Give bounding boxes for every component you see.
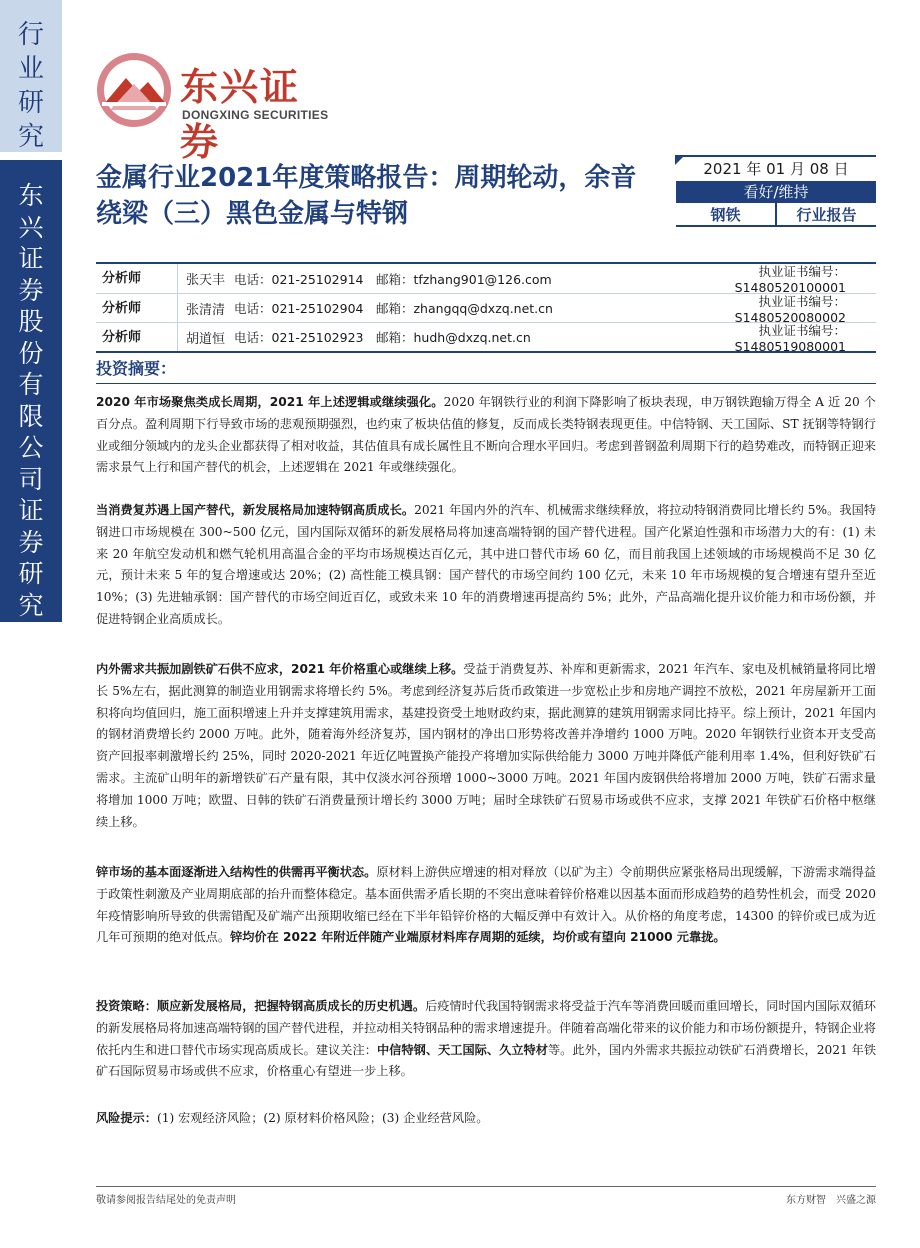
summary-paragraph-5 <box>96 996 876 1083</box>
summary-paragraph-3 <box>96 659 876 833</box>
page-footer <box>96 1186 876 1206</box>
report-tags <box>676 203 876 227</box>
report-type-tag: 行业报告 <box>775 203 876 225</box>
risk-text: (1) 宏观经济风险；(2) 原材料价格风险；(3) 企业经营风险。 <box>156 1111 489 1125</box>
paragraph-lead: 锌市场的基本面逐渐进入结构性的供需再平衡状态。 <box>96 865 377 879</box>
logo-mark-icon <box>96 52 172 128</box>
analyst-name: 胡道恒 <box>186 331 226 347</box>
paragraph-body: 原材料上游供应增速的相对释放（以矿为主）令前期供应紧张格局出现缓解，下游需求端得益于政策性刺激及产业周期底部的抬升而整体稳定。基本面供需矛盾长期的不突出意味着锌价格难以因基本面而形成趋势的趋势性机会，而受 2020 年疫情影响所导致的供需错配及矿端产出预期收缩已经在下半年铅锌价格的大幅反弹中有效计入。从价格的角度考虑，14300 的锌价或已成为近几年可预期的绝对低点。 <box>96 865 876 945</box>
recommended-stocks: 中信特钢、天工国际、久立特材 <box>376 1042 548 1057</box>
analyst-phone: 电话：021-25102914 <box>234 271 364 287</box>
sidebar-company-label: 东兴证券股份有限公司证券研究报告 <box>18 181 44 683</box>
sidebar-category-label: 行业研究 <box>17 20 44 152</box>
summary-paragraph-1 <box>96 392 876 479</box>
analyst-email[interactable]: 邮箱：zhangqq@dxzq.net.cn <box>376 301 553 316</box>
paragraph-body-tail: 等。此外，国内外需求共振拉动铁矿石消费增长，2021 年铁矿石国际贸易市场或供不应求，价格重心有望进一步上移。 <box>96 1042 877 1079</box>
sidebar-top-band <box>0 0 62 152</box>
analyst-role: 分析师 <box>96 294 178 322</box>
report-rating: 看好/维持 <box>676 181 876 203</box>
analyst-name: 张清清 <box>186 302 226 318</box>
paragraph-body: 2020 年钢铁行业的利润下降影响了板块表现，申万钢铁跑输万得全 A 近 20 个百分点。盈利周期下行导致市场的悲观预期强烈，也约束了板块估值的修复，反而成长类特钢表现更佳。中信特钢、天工国际、ST 抚钢等特钢行业或细分领域内的龙头企业都获得了相对收益，其估值具有成长属性且不断向合理水平回归。考虑到普钢盈利周期下行的趋势难改，而特钢正迎来需求景气上行和国产替代的机会，上述逻辑在 2021 年或继续强化。 <box>96 395 876 475</box>
paragraph-conclusion: 锌均价在 2022 年附近伴随产业端原材料库存周期的延续，均价或有望向 21000 元靠拢。 <box>230 930 726 945</box>
paragraph-body: 2021 年国内外的汽车、机械需求继续释放，将拉动特钢消费同比增长约 5%。我国特钢进口市场规模在 300~500 亿元，国内国际双循环的新发展格局将加速高端特钢的国产替代进程。国产化紧迫性强和市场潜力大的有：(1) 未来 20 年航空发动机和燃气轮机用高温合金的平均市场规模达百亿元，其中进口替代市场 60 亿，而目前我国上述领域的市场规模尚不足 30 亿元，预计未来 5 年的复合增速或达 20%；(2) 高性能工模具钢：国产替代的市场空间约 100 亿元，未来 10 年市场规模的复合增速有望升至近 10%；(3) 先进轴承钢：国产替代的市场空间近百亿，或致未来 10 年的消费增速再提高约 5%；此外，产品高端化提升议价能力和市场份额，并促进特钢企业高质成长。 <box>96 503 877 626</box>
report-date: 2021 年 01 月 08 日 <box>676 155 876 181</box>
logo-english-name: DONGXING SECURITIES <box>182 108 329 122</box>
sidebar-bottom-band <box>0 160 62 683</box>
summary-paragraph-2 <box>96 500 876 631</box>
analyst-phone: 电话：021-25102923 <box>234 330 364 345</box>
paragraph-lead: 当消费复苏遇上国产替代，新发展格局加速特钢高质成长。 <box>96 503 415 517</box>
analyst-cert: 执业证书编号：S1480520080002 <box>734 293 846 325</box>
report-title: 金属行业2021年度策略报告：周期轮动，余音绕梁（三）黑色金属与特钢 <box>96 163 637 229</box>
analyst-cert: 执业证书编号：S1480520100001 <box>734 264 846 295</box>
analyst-table <box>96 262 876 353</box>
logo-chinese-name: 东兴证券 <box>180 65 301 164</box>
analyst-role: 分析师 <box>96 264 178 293</box>
analyst-row <box>96 293 876 325</box>
company-slogan: 东方财智 兴盛之源 <box>786 1195 876 1206</box>
risk-warning <box>96 1108 876 1130</box>
paragraph-body: 受益于消费复苏、补库和更新需求，2021 年汽车、家电及机械销量将同比增长 5%左右，据此测算的制造业用钢需求将增长约 5%。考虑到经济复苏后货币政策进一步宽松止步和房地产调控不放松，2021 年房屋新开工面积将向均值回归，施工面积增速上升并支撑建筑用需求，基建投资受土地财政约束，据此测算的建筑用钢需求同比持平。综上预计，2021 年国内的钢材消费增长约 2000 万吨。此外，随着海外经济复苏，国内钢材的净出口形势将改善并净增约 1000 万吨。2020 年钢铁行业资本开支受高资产回报率刺激增长约 25%，同时 2020-2021 年近亿吨置换产能投产将增加实际供给能力 3000 万吨并降低产能利用率 1.4%，但利好铁矿石需求。主流矿山明年的新增铁矿石产量有限，其中仅淡水河谷预增 1000~3000 万吨。2021 年国内废钢供给将增加 2000 万吨，铁矿石需求量将增加 1000 万吨；欧盟、日韩的铁矿石消费量预计增长约 3000 万吨；届时全球铁矿石贸易市场或供不应求，支撑 2021 年铁矿石价格中枢继续上移。 <box>96 662 877 829</box>
analyst-email[interactable]: 邮箱：hudh@dxzq.net.cn <box>376 330 531 345</box>
analyst-email[interactable]: 邮箱：tfzhang901@126.com <box>376 271 552 287</box>
paragraph-lead: 投资策略：顺应新发展格局，把握特钢高质成长的历史机遇。 <box>96 999 426 1013</box>
analyst-cert: 执业证书编号：S1480519080001 <box>734 322 846 354</box>
sector-tag: 钢铁 <box>710 206 741 224</box>
report-info-box <box>676 155 876 227</box>
summary-heading: 投资摘要： <box>96 358 876 384</box>
summary-paragraph-4 <box>96 862 876 949</box>
analyst-name: 张天丰 <box>186 273 226 288</box>
company-logo <box>96 52 336 164</box>
analyst-row <box>96 322 876 354</box>
disclaimer-note: 敬请参阅报告结尾处的免责声明 <box>96 1195 236 1206</box>
analyst-row <box>96 264 876 293</box>
risk-label: 风险提示： <box>96 1111 157 1125</box>
paragraph-body: 后疫情时代我国特钢需求将受益于汽车等消费回暖而重回增长，同时国内国际双循环的新发展格局将加速高端特钢的国产替代进程，并拉动相关特钢品种的需求增速提升。伴随着高端化带来的议价能力和市场份额提升，特钢企业将依托内生和进口替代市场实现高质成长。建议关注： <box>96 999 876 1057</box>
analyst-role: 分析师 <box>96 323 178 351</box>
analyst-phone: 电话：021-25102904 <box>234 301 364 316</box>
paragraph-lead: 内外需求共振加剧铁矿石供不应求，2021 年价格重心或继续上移。 <box>96 662 464 676</box>
paragraph-lead: 2020 年市场聚焦类成长周期，2021 年上述逻辑或继续强化。 <box>96 395 444 409</box>
